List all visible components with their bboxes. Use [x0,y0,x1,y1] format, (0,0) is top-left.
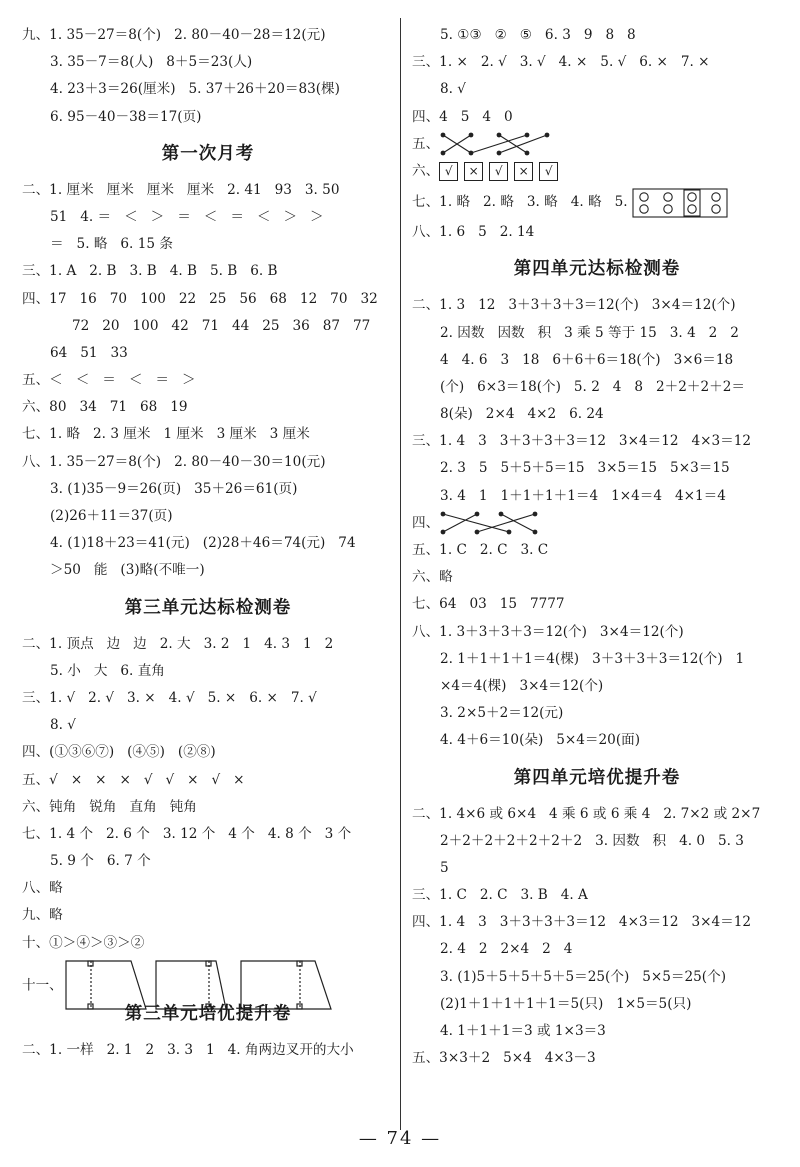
answer-line: 3. 35－7＝8(人) 8＋5＝23(人) [50,54,253,71]
answer-line: 二、1. 顶点 边 边 2. 大 3. 2 1 4. 3 1 2 [22,635,334,652]
answer-line: 64 51 33 [50,344,128,361]
answer-line: 51 4. ＝ ＜ ＞ ＝ ＜ ＝ ＜ ＞ ＞ [50,208,324,225]
answer-line: 四、4 5 4 0 [412,108,513,125]
answer-line: 四、1. 4 3 3＋3＋3＋3＝12 4×3＝12 3×4＝12 [412,914,752,931]
answer-line: 2＋2＋2＋2＋2＋2＋2 3. 因数 积 4. 0 5. 3 [440,832,744,849]
page-number: — 74 — [358,1128,442,1149]
answer-label: 六、 [412,162,440,179]
answer-label: 十一、 [22,977,63,994]
column-divider [400,18,401,1130]
answer-line: 八、1. 35－27＝8(个) 2. 80－40－30＝10(元) [22,453,326,470]
answer-line: (2)1＋1＋1＋1＋1＝5(只) 1×5＝5(只) [440,995,692,1012]
answer-line: 72 20 100 42 71 44 25 36 87 77 [72,317,371,334]
answer-line: ＝ 5. 略 6. 15 条 [50,236,173,253]
answer-box: √ [539,162,558,181]
answer-line: 三、1. 4 3 3＋3＋3＋3＝12 3×4＝12 4×3＝12 [412,433,752,450]
answer-line: 2. 因数 因数 积 3 乘 5 等于 15 3. 4 2 2 [440,324,739,341]
answer-line: 5. 小 大 6. 直角 [50,662,165,679]
answer-line: 3. (1)35－9＝26(页) 35＋26＝61(页) [50,480,298,497]
answer-line: 3. 4 1 1＋1＋1＋1＝4 1×4＝4 4×1＝4 [440,487,726,504]
answer-line: 五、＜ ＜ ＝ ＜ ＝ ＞ [22,372,196,389]
answer-line-figures [22,957,394,994]
answer-line: 七、1. 略 2. 3 厘米 1 厘米 3 厘米 3 厘米 [22,426,310,443]
answer-line: 3. (1)5＋5＋5＋5＋5＝25(个) 5×5＝25(个) [440,968,726,985]
answer-line: ×4＝4(棵) 3×4＝12(个) [440,677,604,694]
answer-line: (2)26＋11＝37(页) [50,508,173,524]
answer-line: 3. 2×5＋2＝12(元) [440,705,564,722]
section-title: 第一次月考 [161,143,255,164]
answer-line: 5. 9 个 6. 7 个 [50,853,151,870]
answer-line: 二、1. 3 12 3＋3＋3＋3＝12(个) 3×4＝12(个) [412,297,736,314]
answer-line: 8. √ [50,717,76,734]
answer-line: 四、17 16 70 100 22 25 56 68 12 70 32 [22,290,378,307]
counter-blocks-figure [632,188,728,218]
section-title: 第四单元达标检测卷 [513,259,681,280]
answer-line: 十、①＞④＞③＞② [22,934,145,951]
answer-line: 三、1. × 2. √ 3. √ 4. × 5. √ 6. × 7. × [412,54,710,71]
answer-line: 4 4. 6 3 18 6＋6＋6＝18(个) 3×6＝18 [440,351,734,368]
answer-line: 三、1. C 2. C 3. B 4. A [412,887,588,904]
answer-line: 八、1. 6 5 2. 14 [412,224,535,241]
answer-line: 4. (1)18＋23＝41(元) (2)28＋46＝74(元) 74 [50,535,356,552]
section-title: 第三单元达标检测卷 [124,597,292,618]
answer-line: 七、64 03 15 7777 [412,596,565,613]
answer-line: 八、1. 3＋3＋3＋3＝12(个) 3×4＝12(个) [412,623,684,640]
answer-line-figure [412,185,782,219]
answer-line: 4. 1＋1＋1＝3 或 1×3＝3 [440,1023,606,1039]
answer-line: 三、1. A 2. B 3. B 4. B 5. B 6. B [22,263,278,280]
answer-line: 二、1. 4×6 或 6×4 4 乘 6 或 6 乘 4 2. 7×2 或 2×7 [412,805,761,822]
answer-line: ＞50 能 (3)略(不唯一) [50,562,205,579]
answer-line: 五、3×3＋2 5×4 4×3－3 [412,1050,596,1067]
answer-line: 5 [440,859,449,876]
answer-box: √ [489,162,508,181]
answer-line: 五、1. C 2. C 3. C [412,542,549,558]
answer-line: 8(朵) 2×4 4×2 6. 24 [440,406,604,423]
answer-box: × [514,162,533,181]
answer-line: 4. 23＋3＝26(厘米) 5. 37＋26＋20＝83(棵) [50,81,340,98]
answer-line: 2. 4 2 2×4 2 4 [440,941,573,958]
answer-line: 六、钝角 锐角 直角 钝角 [22,798,197,815]
answer-line-figure [412,131,782,158]
answer-line: 二、1. 一样 2. 1 2 3. 3 1 4. 角两边叉开的大小 [22,1041,354,1058]
answer-line: 6. 95－40－38＝17(页) [50,108,202,125]
answer-box: √ [439,162,458,181]
answer-line: 九、1. 35－27＝8(个) 2. 80－40－28＝12(元) [22,27,326,43]
section-title: 第四单元培优提升卷 [513,767,681,788]
answer-line: 5. ①③ ② ⑤ 6. 3 9 8 8 [440,27,636,43]
right-column [412,22,782,1072]
answer-line: 六、80 34 71 68 19 [22,399,188,416]
answer-line: (个) 6×3＝18(个) 5. 2 4 8 2＋2＋2＋2＝ [440,378,746,395]
matching-lines-figure [439,131,551,157]
answer-line-figure [412,510,782,537]
answer-box: × [464,162,483,181]
answer-line: 二、1. 厘米 厘米 厘米 厘米 2. 41 93 3. 50 [22,181,340,198]
left-column [22,22,394,1064]
answer-line: 五、√ × × × √ √ × √ × [22,771,245,788]
answer-line: 九、略 [22,907,63,924]
section-title: 第三单元培优提升卷 [124,1003,292,1024]
answer-line: 三、1. √ 2. √ 3. × 4. √ 5. × 6. × 7. √ [22,689,317,706]
answer-line: 4. 4＋6＝10(朵) 5×4＝20(面) [440,732,641,749]
answer-line: 七、1. 4 个 2. 6 个 3. 12 个 4 个 4. 8 个 3 个 [22,825,352,842]
answer-line: 八、略 [22,880,63,897]
answer-label: 七、1. 略 2. 略 3. 略 4. 略 5. [412,194,628,211]
answer-label: 四、 [412,514,440,531]
answer-label: 五、 [412,135,440,152]
answer-line: 四、(①③⑥⑦) (④⑤) (②⑧) [22,744,216,761]
answer-line: 2. 3 5 5＋5＋5＝15 3×5＝15 5×3＝15 [440,460,730,477]
answer-line: 六、略 [412,569,453,586]
answer-line-boxes [412,158,782,185]
answer-line: 2. 1＋1＋1＋1＝4(棵) 3＋3＋3＋3＝12(个) 1 [440,650,745,667]
matching-lines-figure [439,510,539,536]
answer-line: 8. √ [440,81,466,98]
